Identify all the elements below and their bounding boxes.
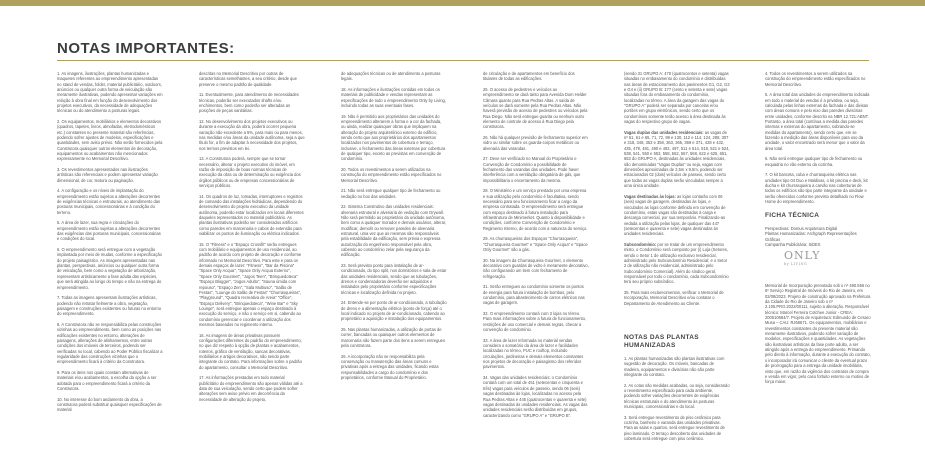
plantas-note: 2. As cotas são medidas acabadas, ou seja, considerando o revestimento especificado para cada ambiente, podendo sofrer variações decorrentes de exigências técnicas estruturais e do atendimento às posturas municipais, concessionárias e do local.	[624, 382, 730, 410]
note-paragraph: 22. Sistema Construtivo das unidades residenciais: alvenaria estrutural e alvenaria de vedação com Drywall. Não será permitido ao proprietário da unidade autônoma, bem como a qualquer morador e demais usuários, alterar, modificar, demolir ou remover paredes de alvenaria estrutural, uma vez que as mesmas são responsáveis pela estabilidade da edificação, sem prévia e expressa autorização do engenheiro responsável pela obra, cabendo ao condomínio zelar pela segurança da edificação.	[341, 204, 447, 258]
note-paragraph: 21. Não será entregue qualquer tipo de fechamento ou vedação no box das unidades.	[341, 188, 441, 199]
note-paragraph: de adequações técnicas ou de atendimento a posturas legais.	[341, 71, 441, 82]
notes-column-1	[57, 71, 163, 418]
note-paragraph: 15. O "Fitness" e o "Espaço Crossfit" serão entregues com mobiliário e equipamentos de uso residencial, ao padrão de acordo com projeto de decoração e conforme informado no Memorial Descritivo. Para este e para os demais espaços de lazer: "Fitness", "Bar da Piscina" "Space Only Acqua", "Space Only Acqua Externo", "Space Only Gourmet", "Jogos Teen", "Brinquedoteca" "Espaço Blogger", "Jogos Adulto", "Sauna úmida com repouso", "Espaço Zen", "Sala Multiuso", "Salão de Festas", "Lounge do Salão de Festas" "Churrasqueiras", "Playground", "Quadra recreativa de Areia" "Office", "Espaço Delivery", "Brinquedoteca", "Wine Bar" e "Sky Lounge", será entregue apenas o espaço destinado à execução do serviço, e não o serviço em si, cabendo ao condomínio gerenciar e coordenar a utilização dos mesmos baseados no regimento interno.	[199, 241, 302, 327]
note-paragraph: 34. Vagas das unidades residenciais: o Condomínio contará com um total de 451 (setecentas e cinquenta e três) vagas para veículos de passeio, sendo 06 (seis) vagas destinadas às lojas, localizadas no acesso pela Rua Pedras Altas e 445 (quatrocentas e quarenta e sete) vagas destinadas às unidades residenciais. As vagas das unidades residenciais serão distribuídas em grupos, caracterizando como "GRUPO A" e "GRUPO B".	[483, 375, 588, 418]
ficha-line: Perspectivas: Domus Arquitetura Digital	[765, 226, 838, 231]
plantas-section	[624, 334, 730, 447]
ficha-lines	[765, 226, 871, 247]
note-paragraph: 7. Todas as imagens apresentam ilustrações artísticas, podendo não retratar fielmente a obra, vegetação, paisagem e construções existentes ou futuras no entorno do empreendimento.	[57, 295, 161, 317]
note-paragraph: 9. Para os itens nos quais constam alternativas de materiais e/ou acabamentos, a escolha da opção a ser adotada para o empreendimento ficará a critério da Construtora.	[57, 369, 157, 391]
note-paragraph: 19. Não é permitido aos proprietários das unidades do empreendimento alterarem a forma e a cor da fachada, ou ainda, realizar quaisquer obras que impliquem na alteração do projeto arquitetônico externo do edifício, sendo certo que aos proprietários dos apartamentos localizados nos pavimentos de cobertura e terraço, inclusive, o fechamento das áreas externas por cobertura de qualquer tipo, exceto as previstas em convenção de condomínio.	[341, 113, 446, 162]
note-paragraph: 35. Para mais esclarecimentos, verificar o Memorial de Incorporação, Memorial Descritivo e/ou contatar o Departamento de Atendimento ao Cliente.	[624, 289, 724, 306]
note-paragraph: de circulação e de apartamentos em benefício dos titulares de todas as edificações.	[483, 71, 575, 82]
note-paragraph: 17. As informações prestadas em todo material publicitário do empreendimento são apenas válidas até a data de sua veiculação, sendo certo que podem sofrer alterações sem aviso prévio em decorrência da necessidade de alteração do projeto,	[199, 375, 303, 402]
note-paragraph: 4. A configuração e os níveis de implantação do empreendimento estão sujeitos a alterações decorrentes de exigências técnicas e estruturais, ao atendimento das posturas municipais, concessionárias e à condição do terreno.	[57, 188, 161, 215]
note-paragraph: 10. No interesse do bom andamento da obra, a construtora poderá substituir quaisquer especificações de material	[57, 396, 162, 413]
note-paragraph: 14. Os quadros de luz, tomadas, interruptores e registros de comando das instalações hidráulicas, dependendo do desenvolvimento do projeto executivo da unidade autônoma, poderão estar localizados em locais diferentes daqueles representados no material publicitário. As plantas ilustrativas poderão ser considerados artifícios como paredes em marcenaria e cabos de extensão para viabilizar os pontos de iluminação ou elétrica indicados.	[199, 193, 304, 237]
note-paragraph: 30. Na imagem da Churrasqueira Gourmet, o elemento decorativo com guardas de vidro é meramente decorativo, não configurando um item com fechamento de refrigeração.	[483, 257, 589, 279]
note-paragraph: Vagas destinadas às lojas: as lojas contarão com 06 (seis) vagas de garagem, destinadas às lojas, e vinculados as lojas conforme definido em convenção de condomínio, estas vagas são destinadas à carga e descarga comercial, por sua temporário. Finalizando-as vedada a utilização pelas lojas, de qualquer das 447 (setecentas e quarenta e sete) vagas destinadas às unidades residenciais.	[624, 193, 726, 237]
note-paragraph: 5. A área total das unidades do empreendimento indicada em todo o material de vendas é a privativa, ou seja, calculada pelas linhas externas da fachada e das divisas com áreas comuns e pelo eixo das paredes divisórias entre unidades, conforme descrito na NBR 12.721:ABNT. Portanto, a área total (contínua a medida das paredes internas e externas do apartamento, sobrando-se medidas do apartamento), sendo certo que, em se fazendo a medição das áreas disponíveis para uso da unidade, o valor encontrado será menor que o valor da área total.	[765, 92, 870, 151]
notes-column-6	[765, 71, 871, 210]
page-title: NOTAS IMPORTANTES:	[57, 40, 235, 57]
note-paragraph: 26. Não há qualquer previsão de fechamento superior em vidro ou similar sobre os guarda-corpos metálicos ou alvenaria das varandas.	[483, 135, 588, 151]
note-paragraph: 4. Todos os revestimentos a serem utilizados na construção do empreendimento estão especificados no Memorial Descritivo.	[765, 71, 866, 87]
note-paragraph: 8. A Construtora não se responsabiliza pelas construções vizinhas ao empreendimento, bem como as posições nas edificações existentes no entorno, alterações de paisagens, alterações de alinhamentos, entre outras condições dos imóveis de terceiros, podendo ser verificadas no local, cabendo ao Poder Público fiscalizar a regularidade das construções vizinhas que o empreendimento ficará à critério da Construtora.	[57, 321, 163, 365]
note-paragraph: 24. Entende-se por ponto de ar-condicionado, a tubulação de dreno e a alimentação elétrica (ponto de força) até o local indicado no projeto de ar-condicionado, cabendo ao proprietário a aquisição e instalação dos equipamentos.	[341, 300, 447, 322]
ficha-line: Campanha Publicitária: SiDES	[765, 242, 821, 248]
note-paragraph: 6. O empreendimento será entregue com a vegetação implantada por meio de mudas, conforme a especificação do projeto paisagístico. As imagens apresentadas nas plantas, perspectivas, anúncios ou qualquer outra forma de veiculação, bem como a vegetação de arborização, representam artisticamente a fase adulta das espécies, que será atingida ao longo do tempo e não na entrega do empreendimento.	[57, 247, 162, 290]
note-paragraph: 25. O acesso de pedestres e veículos ao empreendimento se dará tanto para Avenida Dom Helder Câmara quanto para Rua Pedras Altas. A saída de veículos se dará somente pela Rua Pedras Altas. Não haverá previsão de acesso de pedestres ou veículos pela Rua Diego. Não será entregue guarita ou nenhum outro elemento de controle de acesso à Rua Diego pela construtora.	[483, 86, 588, 130]
note-paragraph: 5. A área de lazer, sua regra e circulações do empreendimento estão sujeitas a alterações decorrentes das exigências das posturas municipais, concessionárias e condições do local.	[57, 220, 161, 242]
note-paragraph: 1. As imagens, ilustrações, plantas humanizadas e maquetes referentes ao empreendimento apresentadas no stand de vendas, folder, material publicitário, outdoors, anúncios ou qualquer outra forma de veiculação são meramente ilustrativas, podendo apresentar variações em relação à obra final em função do desenvolvimento dos projetos executivos, da necessidade de adequações técnicas ou do atendimento a posturas legais.	[57, 71, 163, 114]
note-paragraph: 25. Nas plantas humanizadas, a utilização de portas de correr, bancadas ou quaisquer outros elementos de marcenaria não fazem parte dos itens a serem entregues pela construtora.	[341, 327, 445, 349]
plantas-notes	[624, 356, 730, 441]
notes-column-2	[199, 71, 305, 407]
note-paragraph: 16. As imagens de áreas privativas possuem configurações diferentes do padrão do empreendimento, no que diz respeito à opção de plantas e acabamentos, roteiros, gráfico de ventilação, sancas decorativas, mobiliários e artigos decorativos, não sendo parte integrante do contrato. Para informações sobre o padrão do apartamento, consultar o Memorial Descritivo.	[199, 332, 302, 370]
plantas-note: 3. Será entregue revestimento de piso cerâmico para cozinha, banheiro e varanda das unidades privativas. Para as salas e quartos, será entregue revestimento de piso laminado. O terraço descoberto das unidades de cobertura será entregue com piso cerâmico.	[624, 414, 725, 442]
note-paragraph: 18. As informações e ilustrações contidas em todos os materiais de publicidade e vendas representam as especificações de todo o empreendimento Only by Living, incluindo todas as suas eventuais fases.	[341, 86, 446, 109]
note-paragraph: 29. As churrasqueiras dos Espaços "Churrasqueira", "Churrasqueira Gourmet" e "Space Only Acqua" e "Space Only Gourmet" são a gás.	[483, 236, 588, 253]
note-paragraph: 28. O Ministério e um serviço prestado por uma empresa e sua utilização pelo condomínio é facultativa, sendo necessário para seu funcionamento ficar a cargo da empresa contratada. O empreendimento será entregue com espaço destinado à futura instalação para infraestrutura de Minimerket. Quanto à disponibilidade e condições, conforme Convenção de Condomínio e Regimento Interno, de acordo com a natureza do serviço.	[483, 188, 588, 231]
note-paragraph: 23. Será previsto ponto para instalação de ar-condicionado, do tipo split, nos dormitórios e sala de estar das unidades residenciais, sendo que as tubulações, drenos e condensadoras deverão ser adquiridos e instalados pelo proprietário conforme especificações técnicas e localização definida no projeto.	[341, 263, 447, 295]
note-paragraph: 2. Os equipamentos, mobiliários e elementos decorativos (quadros, tapetes, livros, almofadas, eletrodomésticos etc.) constantes no presente material são referências, podendo sofrer ajustes de modelos, especificações e quantidades, sem aviso prévio. Não serão fornecidos pela Construtora quaisquer outros elementos de decoração, equipamentos ou acabamentos não mencionados expressamente no Memorial Descritivo.	[57, 119, 163, 162]
note-paragraph: 26. A incorporação não se responsabiliza pela conservação ou manutenção das áreas comuns e privativas após a entrega das unidades, ficando estas responsabilidades a cargo do condomínio e dos proprietários, conforme Manual do Proprietário.	[341, 353, 439, 381]
note-paragraph: 3. Os revestimentos apresentados nas ilustrações artísticas são referenciais e podem apresentar variação dimensional, de cor, textura ou paginação.	[57, 167, 158, 183]
top-accent-bar	[0, 0, 925, 6]
ficha-section	[765, 212, 871, 247]
plantas-note: 1. As plantas humanizadas são plantas ilustrativas com sugestão de decoração. Os móveis, bancadas de madeira, equipamentos e divisórias não são parte integrante do contrato.	[624, 356, 725, 378]
note-paragraph: descritas no Memorial Descritivo por outras de características semelhantes, a seu critério, desde que preserve o mesmo padrão de qualidade.	[199, 71, 297, 87]
memorial-section	[765, 283, 871, 390]
only-logo	[784, 250, 824, 272]
note-paragraph: 11. Eventualmente, para atendimento de necessidades técnicas, poderão ser executados shafts e/ou enchimentos, bem como poderão ser alteradas as posições de peças sanitárias.	[199, 92, 299, 114]
note-paragraph: 20. Todos os revestimentos a serem utilizados na construção do empreendimento estão especificados no Memorial Descritivo.	[341, 167, 442, 183]
plantas-heading: NOTAS DAS PLANTAS HUMANIZADAS	[624, 334, 699, 349]
note-paragraph: 7. O kit banceta, cuba e churrasqueira elétrica nas unidades tipo 04 Duo e Maldivas, o kit piscina e deck, kit ducha e kit churrasqueira a carvão nas coberturas de todos os edifícios são tipo parte integrante da unidade e serão oferecidos conforme previsto detalhado no Flow Home do empreendimento.	[765, 172, 868, 205]
ficha-heading: FICHA TÉCNICA	[765, 212, 820, 219]
title-divider	[57, 60, 869, 61]
note-paragraph: 33. A área de lazer informada no material vendas considera o somatório da área de lazer e facilidades localizadas no térreo, PUC e rooftop, incluindo circulações, jardineiras e demais elementos constantes nos projetos de decoração e paisagismo dos referidos pavimentos.	[483, 337, 584, 370]
memorial-text: Memorial de Incorporação prenotado sob o nº 490.556 no 6º Serviço Registral de Imóveis do Rio de Janeiro, em 02/08/2023. Projeto de construção aprovado na Prefeitura da Cidade do Rio de Janeiro sob o nº 2.105.PRO.2022/00111, sujeito a alteração. Responsável técnico: Marcel Ferreira Cotchee Junior - CREA: 200510684/7. Projeto de Arquitetura: Edmundo de Cesaro Musa – CAU: RJ66671. Os equipamentos, mobiliários e revestimentos constantes do presente material são meramente ilustrativos, podendo sofrer variação de modelos, especificações e quantidades. As vegetações são ilustrativas artísticas da fase porte adulto, a ser atingido após a entrega do empreendimento. Primando pelo direito à informação, durante a execução do contrato, o incorporador irá comunicar o cliente da eventual prazo de prorrogação para a entrega da unidade imobiliária, visto que, em razão da vigência dos contratos de compra e venda em vigor, pelo caso fortuito externo ou motivo de força maior.	[765, 283, 871, 385]
logo-subtext: by LIVING	[784, 262, 808, 266]
note-paragraph: 32. O empreendimento contará com 3 lojas no térreo. Para mais informações sobre a futura de funcionamento, restrições de uso comercial e demais regras, checar a convenção de condomínio.	[483, 311, 587, 333]
logo-text: ONLY	[784, 249, 821, 262]
note-paragraph: 6. Não será entregue qualquer tipo de fechamento ou esquadria no vão externo da cozinha.	[765, 156, 863, 167]
note-paragraph: 31. Serão entregues ao condomínio somente os pontos de energia para futura instalação de bombas, pelo condomínio, para abastecimento de carros elétricos nas vagas de garagem.	[483, 284, 585, 306]
note-paragraph: Subcondomínio: por se tratar de um empreendimento misto, o Condomínio será composto por (i) Loja (Setores, sendo o Setor 1 de utilização exclusivo residencial, administrado pelo Subcondomínio Residencial; e o Setor 2 de utilização não residencial, administrado pelo Subcondomínio Comercial). Além do síndico geral, responsável por todo o condomínio, cada Subcondomínio terá seu próprio subsíndico.	[624, 241, 729, 285]
note-paragraph: 27. Deve ser verificado no Manual do Proprietário e Convenção de Condomínio a possibilidade de fechamento das varandas das unidades. Pode haver interferência com a ventilação obrigatória de gás, que impossibilitaria o encerramento da mesma.	[483, 156, 581, 183]
notes-column-5	[624, 71, 730, 311]
ficha-line: Plantas Humanizadas: Archgraph Representações Gráficas	[765, 231, 857, 242]
note-paragraph: (sendo 31 GRUPO A: 470 (quatrocentos e setenta) vagas situadas no embasamento do condomínio e distribuídas nas áreas de estacionamento dos pavimentos G1, G2, G3 e G4 e (ii) GRUPO B: 177 (cento e setenta e sete) vagas situadas fora do embasamento do condomínio, localizadas no térreo. A área da garagem das vagas do "GRUPO A" poderá ser separada por cancelas e/ou portões em grupo eletrônicos, sendo certo que os condomínios somente terão acesso à área destinada às vagas do respectivo grupo de vagas.	[624, 71, 730, 125]
notes-column-3	[341, 71, 447, 386]
note-paragraph: 13. A Construtora poderá, sempre que se tornar necessário, alterar o projeto executivo do imóvel, em razão de imposição de boas normas técnicas de execução da obra ou de determinação ou exigência dos órgãos públicos ou de empresas concessionárias de serviços públicos.	[199, 156, 301, 189]
note-paragraph: 12. No desenvolvimento dos projetos executivos ou durante a execução da obra, poderá ocorrer pequena variação não excedente a 5%, para mais ou para menos, nas medidas e/ou áreas da unidade autônoma, seja a que título for, a fim de adaptar à necessidade dos projetos, nos termos previstos em lei.	[199, 119, 305, 151]
notes-column-4	[483, 71, 589, 423]
note-paragraph: Vagas duplas das unidades residenciais: as vagas de nº 51, 61 e 65, 71, 72, 98 e 130, 112 e 114, 124, 288, 307 e 318, 348, 353 e 358, 363, 365, 369 e 371, 428 e 432, 435, 479, 481, 490 e 492, 497, 511 e 514, 518, 521 e 524, 538, 541, 550 e 553, 558, 562, 567, 568, 622 e 625, 651, 653 do GRUPO A, destinadas às unidades residenciais, são denominadas "Vagas Duplas" ou seja, vagas com dimensões aproximadas de 2,5m x 9,5m, podendo ser estacionados 02 (dois) veículos de passeio, sendo certo que todas as vagas duplas serão vinculadas sempre a uma única unidade.	[624, 129, 730, 189]
